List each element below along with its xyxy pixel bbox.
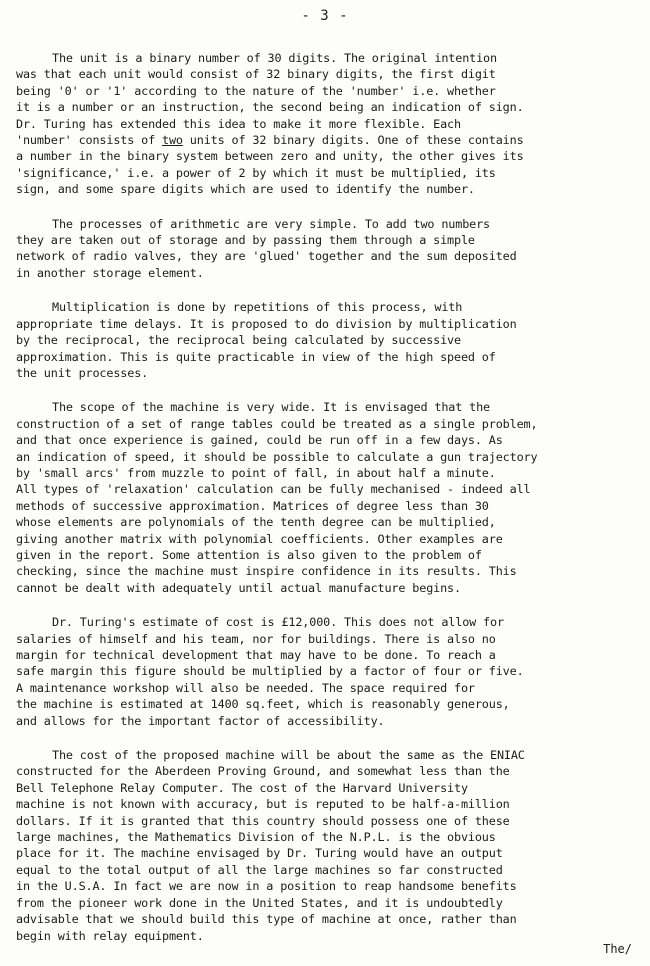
text-line: constructed for the Aberdeen Proving Ground, and somewhat less than the [16,764,510,779]
document-body [16,50,641,962]
paragraph [16,216,641,282]
text-line: The cost of the proposed machine will be about the same as the ENIAC [52,748,525,763]
text-line: equal to the total output of all the large machines so far constructed [16,862,503,877]
text-line: large machines, the Mathematics Division of the N.P.L. is the obvious [16,830,496,845]
text-line: checking, since the machine must inspire confidence in its results. This [16,564,517,579]
text-line: approximation. This is quite practicable in view of the high speed of [16,349,496,364]
text-line: The unit is a binary number of 30 digits. The original intention [52,51,497,65]
paragraph [16,299,641,381]
footer-catchword: The/ [603,942,632,956]
text-line: in the U.S.A. In fact we are now in a position to reap handsome benefits [16,879,517,894]
text-line: the unit processes. [16,365,149,380]
text-line: 'number' consists of two units of 32 binary digits. One of these contains [16,133,524,148]
paragraph [16,614,641,729]
text-line: begin with relay equipment. [16,928,204,943]
text-line: safe margin this figure should be multiplied by a factor of four or five. [16,664,524,679]
text-line: The processes of arithmetic are very simple. To add two numbers [52,216,490,231]
text-line: Multiplication is done by repetitions of this process, with [52,300,463,315]
text-line: by the reciprocal, the reciprocal being calculated by successive [16,333,461,348]
text-line: being '0' or '1' according to the nature of the 'number' i.e. whether [16,83,496,98]
text-line: they are taken out of storage and by passing them through a simple [16,233,475,248]
text-line: margin for technical development that may have to be done. To reach a [16,648,496,662]
text-line: dollars. If it is granted that this country should possess one of these [16,813,510,828]
paragraph [16,399,641,596]
text-line: appropriate time delays. It is proposed to do division by multiplication [16,316,517,331]
text-line: All types of 'relaxation' calculation can be fully mechanised - indeed all [16,482,531,497]
text-line: Dr. Turing's estimate of cost is £12,000. This does not allow for [52,615,504,630]
text-line: sign, and some spare digits which are used to identify the number. [16,182,475,197]
text-line: methods of successive approximation. Matrices of degree less than 30 [16,498,489,513]
text-line: Bell Telephone Relay Computer. The cost of the Harvard University [16,780,468,795]
text-line: construction of a set of range tables could be treated as a single problem, [16,416,538,431]
text-line: by 'small arcs' from muzzle to point of fall, in about half a minute. [16,465,496,480]
text-line: advisable that we should build this type of machine at once, rather than [16,912,517,927]
text-line: the machine is estimated at 1400 sq.feet, which is reasonably generous, [16,697,510,712]
paragraph [16,50,641,198]
text-line: network of radio valves, they are 'glued' together and the sum deposited [16,249,517,264]
text-line: given in the report. Some attention is also given to the problem of [16,547,482,562]
text-line: in another storage element. [16,265,204,280]
text-line: 'significance,' i.e. a power of 2 by which it must be multiplied, its [16,165,496,180]
text-line: an indication of speed, it should be possible to calculate a gun trajectory [16,449,538,464]
text-line: The scope of the machine is very wide. It is envisaged that the [52,400,490,415]
text-line: and that once experience is gained, could be run off in a few days. As [16,433,503,448]
page-number: - 3 - [301,8,349,24]
text-line: salaries of himself and his team, nor for buildings. There is also no [16,631,496,646]
text-line: machine is not known with accuracy, but is reputed to be half-a-million [16,797,510,812]
text-line: cannot be dealt with adequately until actual manufacture begins. [16,580,461,595]
text-line: and allows for the important factor of accessibility. [16,713,385,728]
text-line: was that each unit would consist of 32 binary digits, the first digit [16,67,496,82]
text-line: whose elements are polynomials of the tenth degree can be multiplied, [16,515,496,530]
text-line: it is a number or an instruction, the second being an indication of sign. [16,100,524,115]
text-line: A maintenance workshop will also be needed. The space required for [16,680,475,695]
text-line: Dr. Turing has extended this idea to make it more flexible. Each [16,116,461,131]
text-line: place for it. The machine envisaged by Dr. Turing would have an output [16,846,503,861]
paragraph [16,747,641,944]
text-line: from the pioneer work done in the United States, and it is undoubtedly [16,895,503,910]
text-line: giving another matrix with polynomial coefficients. Other examples are [16,531,503,546]
text-line: a number in the binary system between zero and unity, the other gives its [16,149,524,164]
